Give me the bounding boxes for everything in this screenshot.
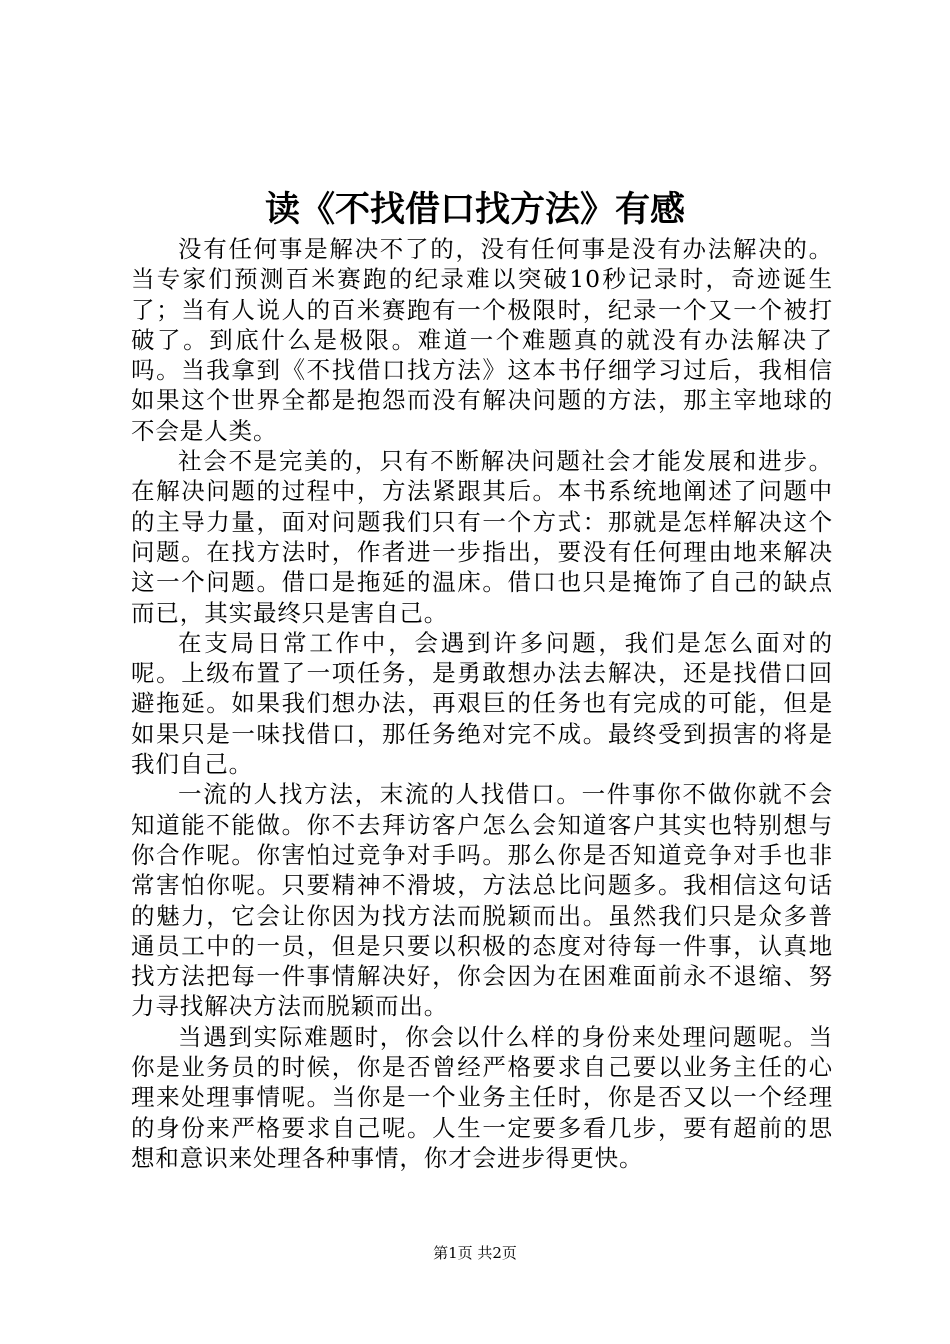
paragraph-4: 一流的人找方法，末流的人找借口。一件事你不做你就不会知道能不能做。你不去拜访客户怎么会知道客户其实也特别想与你合作呢。你害怕过竞争对手吗。那么你是否知道竞争对手也非常害怕你呢。只要精神不滑坡，方法总比问题多。我相信这句话的魅力，它会让你因为找方法而脱颖而出。虽然我们只是众多普通员工中的一员，但是只要以积极的态度对待每一件事，认真地找方法把每一件事情解决好，你会因为在困难面前永不退缩、努力寻找解决方法而脱颖而出。 [131,780,833,1021]
paragraph-1: 没有任何事是解决不了的，没有任何事是没有办法解决的。当专家们预测百米赛跑的纪录难以突破10秒记录时，奇迹诞生了；当有人说人的百米赛跑有一个极限时，纪录一个又一个被打破了。到底什么是极限。难道一个难题真的就没有办法解决了吗。当我拿到《不找借口找方法》这本书仔细学习过后，我相信如果这个世界全都是抱怨而没有解决问题的方法，那主宰地球的不会是人类。 [131,235,833,445]
paragraph-5: 当遇到实际难题时，你会以什么样的身份来处理问题呢。当你是业务员的时候，你是否曾经严格要求自己要以业务主任的心理来处理事情呢。当你是一个业务主任时，你是否又以一个经理的身份来严格要求自己呢。人生一定要多看几步，要有超前的思想和意识来处理各种事情，你才会进步得更快。 [131,1022,833,1172]
page-number-footer: 第1页 共2页 [433,1244,517,1262]
document-body [131,234,833,1173]
document-title: 读《不找借口找方法》有感 [264,189,685,230]
paragraph-3: 在支局日常工作中，会遇到许多问题，我们是怎么面对的呢。上级布置了一项任务，是勇敢想办法去解决，还是找借口回避拖延。如果我们想办法，再艰巨的任务也有完成的可能，但是如果只是一味找借口，那任务绝对完不成。最终受到损害的将是我们自己。 [131,628,833,779]
paragraph-2: 社会不是完美的，只有不断解决问题社会才能发展和进步。在解决问题的过程中，方法紧跟其后。本书系统地阐述了问题中的主导力量，面对问题我们只有一个方式：那就是怎样解决这个问题。在找方法时，作者进一步指出，要没有任何理由地来解决这一个问题。借口是拖延的温床。借口也只是掩饰了自己的缺点而已，其实最终只是害自己。 [131,447,833,627]
